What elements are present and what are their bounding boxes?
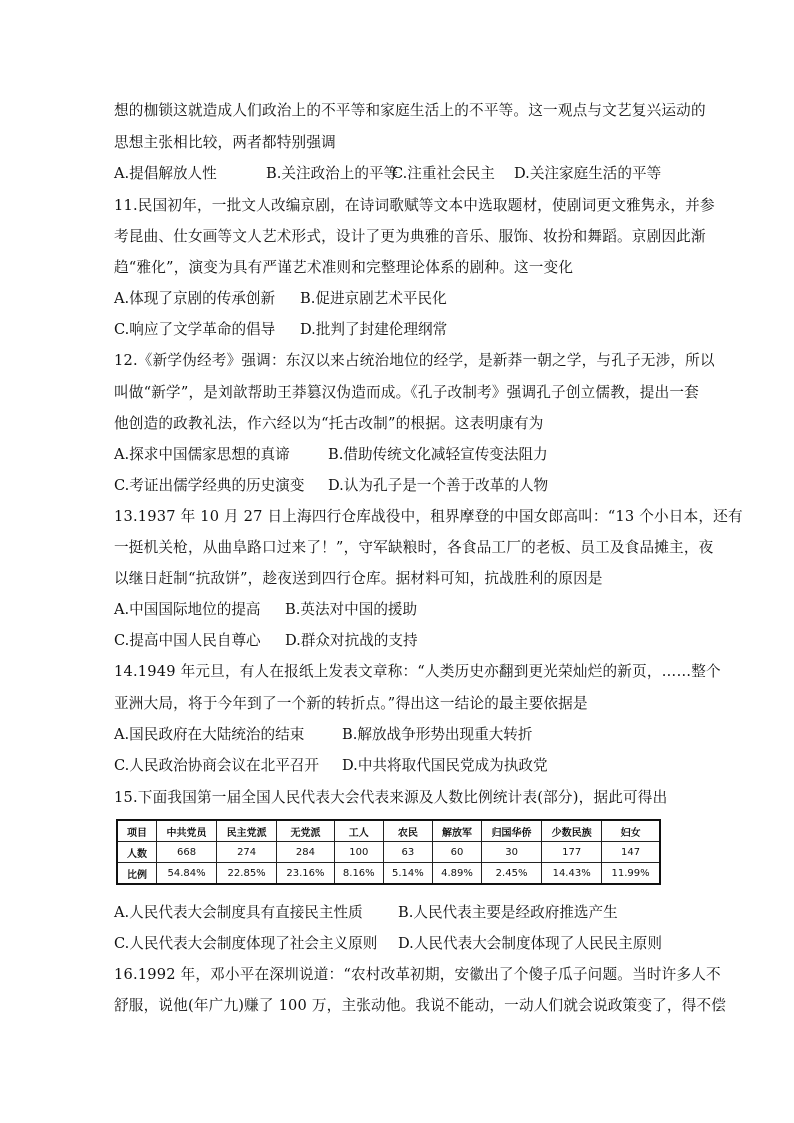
table-cell: 22.85% — [217, 863, 277, 885]
table-cell: 60 — [432, 842, 481, 863]
table-row — [117, 863, 660, 885]
table-cell: 解放军 — [432, 820, 481, 842]
q15-option-c: C.人民代表大会制度体现了社会主义原则 — [114, 935, 378, 952]
q12-option-a: A.探求中国儒家思想的真谛 — [114, 446, 290, 463]
q12-text-line-3: 他创造的政教礼法，作六经以为“托古改制”的根据。这表明康有为 — [114, 415, 544, 432]
q14-option-d: D.中共将取代国民党成为执政党 — [342, 757, 548, 774]
q11-option-d: D.批判了封建伦理纲常 — [300, 321, 448, 338]
table-cell: 177 — [542, 842, 602, 863]
q13-option-d: D.群众对抗战的支持 — [285, 632, 418, 649]
table-cell: 项目 — [117, 820, 157, 842]
table-cell: 农民 — [383, 820, 432, 842]
table-cell: 妇女 — [602, 820, 660, 842]
table-cell: 147 — [602, 842, 660, 863]
q11-text-line-1: 11.民国初年，一批文人改编京剧，在诗词歌赋等文本中选取题材，使剧词更文雅隽永，并参 — [114, 197, 715, 214]
q11-option-b: B.促进京剧艺术平民化 — [300, 290, 447, 307]
q13-option-c: C.提高中国人民自尊心 — [114, 632, 261, 649]
q10-option-c: C.注重社会民主 — [392, 165, 495, 182]
table-row — [117, 842, 660, 863]
q12-text-line-2: 叫做“新学”，是刘歆帮助王莽篡汉伪造而成。《孔子改制考》强调孔子创立儒教，提出一套 — [114, 384, 699, 401]
q15-option-a: A.人民代表大会制度具有直接民主性质 — [114, 904, 363, 921]
table-cell: 54.84% — [157, 863, 217, 885]
q15-option-d: D.人民代表大会制度体现了人民民主原则 — [398, 935, 662, 952]
table-cell: 人数 — [117, 842, 157, 863]
q14-option-a: A.国民政府在大陆统治的结束 — [114, 726, 305, 743]
q11-option-a: A.体现了京剧的传承创新 — [114, 290, 276, 307]
q13-text-line-3: 以继日赶制“抗敌饼”，趁夜送到四行仓库。据材料可知，抗战胜利的原因是 — [114, 570, 603, 587]
table-cell: 668 — [157, 842, 217, 863]
q10-text-line-1: 想的枷锁这就造成人们政治上的不平等和家庭生活上的不平等。这一观点与文艺复兴运动的 — [114, 102, 706, 119]
q10-text-line-2: 思想主张相比较，两者都特别强调 — [114, 134, 336, 151]
table-cell: 5.14% — [383, 863, 432, 885]
table-cell: 无党派 — [277, 820, 335, 842]
q11-text-line-2: 考昆曲、仕女画等文人艺术形式，设计了更为典雅的音乐、服饰、妆扮和舞蹈。京剧因此渐 — [114, 228, 706, 245]
table-cell: 11.99% — [602, 863, 660, 885]
table-cell: 2.45% — [482, 863, 542, 885]
q12-option-b: B.借助传统文化减轻宣传变法阻力 — [328, 446, 548, 463]
q11-option-c: C.响应了文学革命的倡导 — [114, 321, 276, 338]
q11-text-line-3: 趋“雅化”，演变为具有严谨艺术准则和完整理论体系的剧种。这一变化 — [114, 259, 574, 276]
table-cell: 中共党员 — [157, 820, 217, 842]
table-cell: 民主党派 — [217, 820, 277, 842]
table-cell: 30 — [482, 842, 542, 863]
q13-option-b: B.英法对中国的援助 — [285, 601, 418, 618]
q13-option-a: A.中国国际地位的提高 — [114, 601, 261, 618]
table-cell: 比例 — [117, 863, 157, 885]
table-cell: 100 — [334, 842, 383, 863]
q13-text-line-1: 13.1937 年 10 月 27 日上海四行仓库战役中，租界摩登的中国女郎高叫：“13 个小日本，还有 — [114, 508, 743, 525]
table-cell: 23.16% — [277, 863, 335, 885]
q14-text-line-1: 14.1949 年元旦，有人在报纸上发表文章称：“人类历史亦翻到更光荣灿烂的新页，……整个 — [114, 663, 721, 680]
table-cell: 63 — [383, 842, 432, 863]
q12-option-d: D.认为孔子是一个善于改革的人物 — [328, 477, 549, 494]
table-cell: 8.16% — [334, 863, 383, 885]
q16-text-line-1: 16.1992 年，邓小平在深圳说道：“农村改革初期，安徽出了个傻子瓜子问题。当时许多人不 — [114, 966, 721, 983]
table-cell: 14.43% — [542, 863, 602, 885]
q14-option-c: C.人民政治协商会议在北平召开 — [114, 757, 320, 774]
q10-option-b: B.关注政治上的平等 — [266, 165, 399, 182]
q16-text-line-2: 舒服，说他(年广九)赚了 100 万，主张动他。我说不能动，一动人们就会说政策变了，得不偿 — [114, 997, 727, 1014]
q15-text-line-1: 15.下面我国第一届全国人民代表大会代表来源及人数比例统计表(部分)，据此可得出 — [114, 789, 668, 806]
table-cell: 274 — [217, 842, 277, 863]
table-cell: 归国华侨 — [482, 820, 542, 842]
q10-option-d: D.关注家庭生活的平等 — [514, 165, 662, 182]
delegate-stats-table — [116, 819, 661, 885]
table-cell: 少数民族 — [542, 820, 602, 842]
table-cell: 工人 — [334, 820, 383, 842]
q12-option-c: C.考证出儒学经典的历史演变 — [114, 477, 305, 494]
q14-option-b: B.解放战争形势出现重大转折 — [342, 726, 533, 743]
q15-option-b: B.人民代表主要是经政府推选产生 — [398, 904, 618, 921]
table-cell: 4.89% — [432, 863, 481, 885]
q12-text-line-1: 12.《新学伪经考》强调：东汉以来占统治地位的经学，是新莽一朝之学，与孔子无涉，所以 — [114, 352, 715, 369]
table-cell: 284 — [277, 842, 335, 863]
table-header-row — [117, 820, 660, 842]
q13-text-line-2: 一挺机关枪，从曲阜路口过来了！”，守军缺粮时，各食品工厂的老板、员工及食品摊主，夜 — [114, 539, 714, 556]
q14-text-line-2: 亚洲大局，将于今年到了一个新的转折点。”得出这一结论的最主要依据是 — [114, 695, 588, 712]
q10-option-a: A.提倡解放人性 — [114, 165, 217, 182]
